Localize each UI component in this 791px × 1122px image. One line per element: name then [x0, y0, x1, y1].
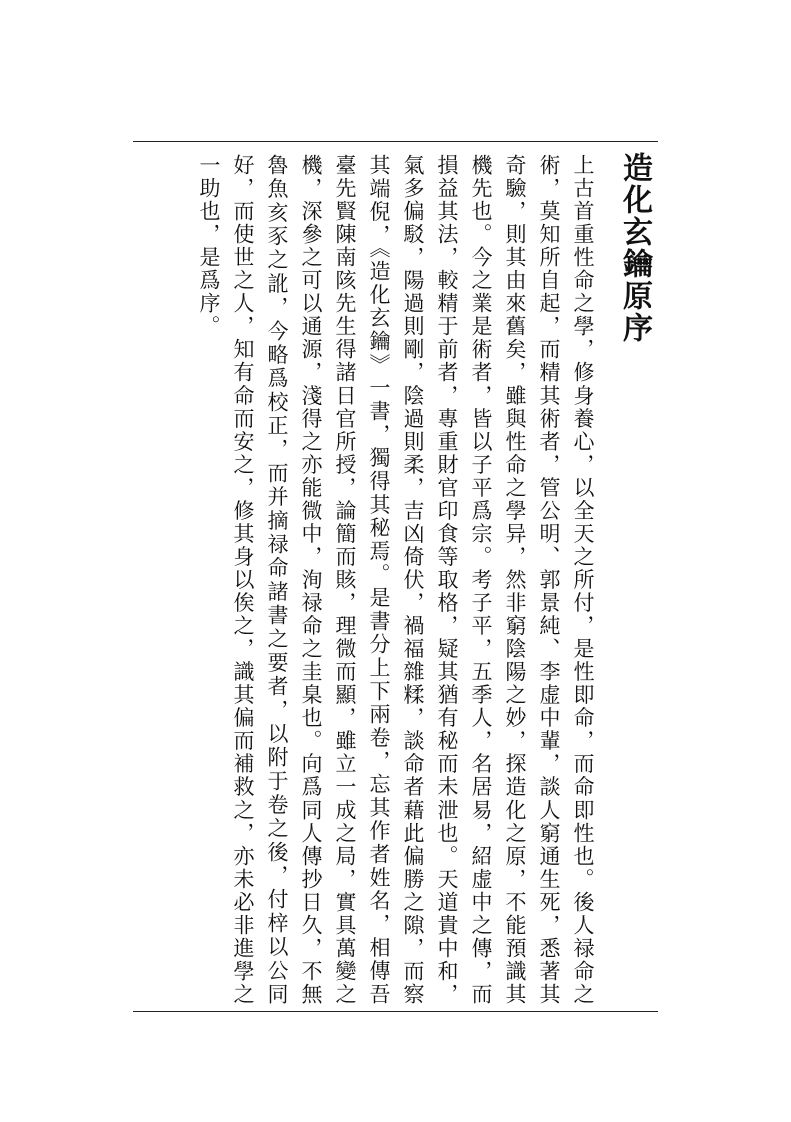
top-rule: [133, 141, 658, 142]
preface-body: 上古首重性命之學，修身養心，以全天之所付，是性即命，而命即性也。後人禄命之術，莫知所自起，而精其術者，管公明、郭景純、李虚中輩，談人窮通生死，悉著其奇驗，則其由來舊矣，雖與性命之學异，然非窮陰陽之妙，探造化之原，不能預識其機先也。今之業是術者，皆以子平爲宗。考子平，五季人，名居易，紹虚中之傳，而損益其法，較精于前者，專重財官印食等取格，疑其猶有秘而未泄也。天道貴中和，氣多偏駁，陽過則剛，陰過則柔，吉凶倚伏，禍福雜糅，談命者藉此偏勝之隙，而察其端倪，《造化玄鑰》一書，獨得其秘焉。是書分上下兩卷，忘其作者姓名，相傳吾臺先賢陳南陔先生得諸日官所授，論簡而賅，理微而顯，雖立一成之局，實具萬變之機，深參之可以通源，淺得之亦能微中，洵禄命之圭臬也。向爲同人傳抄日久，不無魯魚亥豕之訛，今略爲校正，而并摘禄命諸書之要者，以附于卷之後，付梓以公同好，而使世之人，知有命而安之，修其身以俟之，識其偏而補救之，亦未必非進學之一助也，是爲序。: [197, 154, 595, 1006]
preface-page: [133, 146, 658, 1006]
bottom-rule: [133, 1011, 658, 1012]
preface-title: 造化玄鑰原序: [617, 152, 652, 344]
